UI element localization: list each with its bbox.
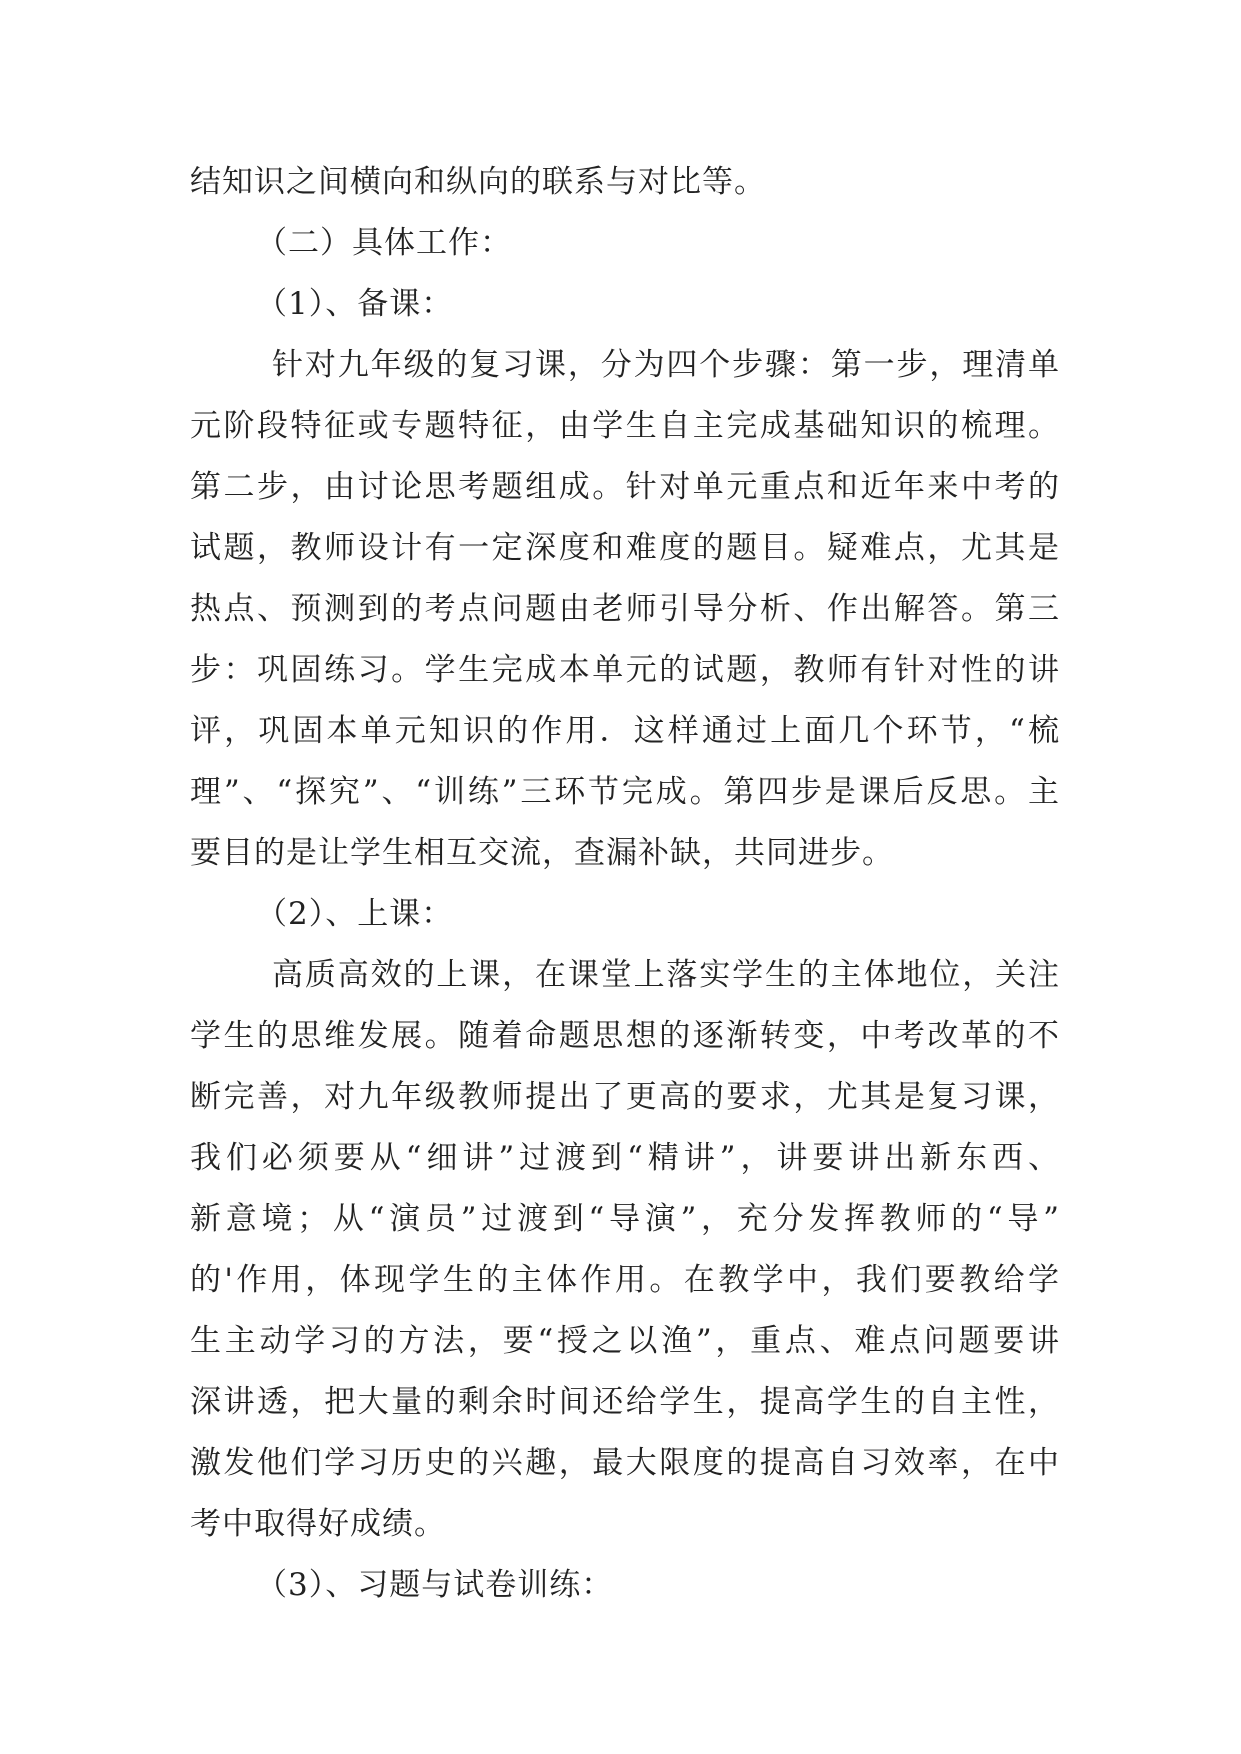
text-line: 断完善，对九年级教师提出了更高的要求，尤其是复习课， (190, 1079, 1060, 1115)
text-line: 热点、预测到的考点问题由老师引导分析、作出解答。第三 (190, 591, 1060, 627)
text-line: 针对九年级的复习课，分为四个步骤：第一步，理清单 (272, 347, 1060, 383)
text-line: 第二步，由讨论思考题组成。针对单元重点和近年来中考的 (190, 469, 1060, 505)
text-line: 评，巩固本单元知识的作用．这样通过上面几个环节，“梳 (190, 713, 1060, 749)
text-line: 学生的思维发展。随着命题思想的逐渐转变，中考改革的不 (190, 1018, 1060, 1054)
document-body (190, 152, 1060, 1616)
text-line: （2）、上课： (256, 896, 454, 932)
text-line: 高质高效的上课，在课堂上落实学生的主体地位，关注 (272, 957, 1060, 993)
text-line: 的'作用，体现学生的主体作用。在教学中，我们要教给学 (190, 1262, 1060, 1298)
text-line: 我们必须要从“细讲”过渡到“精讲”，讲要讲出新东西、 (190, 1140, 1060, 1176)
text-line: 要目的是让学生相互交流，查漏补缺，共同进步。 (190, 835, 894, 871)
text-line: 结知识之间横向和纵向的联系与对比等。 (190, 164, 766, 200)
text-line: 新意境；从“演员”过渡到“导演”，充分发挥教师的“导” (190, 1201, 1060, 1237)
text-line: 深讲透，把大量的剩余时间还给学生，提高学生的自主性， (190, 1384, 1060, 1420)
text-line: 考中取得好成绩。 (190, 1506, 446, 1542)
text-line: 试题，教师设计有一定深度和难度的题目。疑难点，尤其是 (190, 530, 1060, 566)
text-line: （1）、备课： (256, 286, 454, 322)
text-line: （3）、习题与试卷训练： (256, 1567, 614, 1603)
text-line: 元阶段特征或专题特征，由学生自主完成基础知识的梳理。 (190, 408, 1060, 444)
text-line: 生主动学习的方法，要“授之以渔”，重点、难点问题要讲 (190, 1323, 1060, 1359)
text-line: 理”、“探究”、“训练”三环节完成。第四步是课后反思。主 (190, 774, 1060, 810)
text-line: 激发他们学习历史的兴趣，最大限度的提高自习效率，在中 (190, 1445, 1060, 1481)
text-line: 步：巩固练习。学生完成本单元的试题，教师有针对性的讲 (190, 652, 1060, 688)
text-line: （二）具体工作： (256, 225, 512, 261)
